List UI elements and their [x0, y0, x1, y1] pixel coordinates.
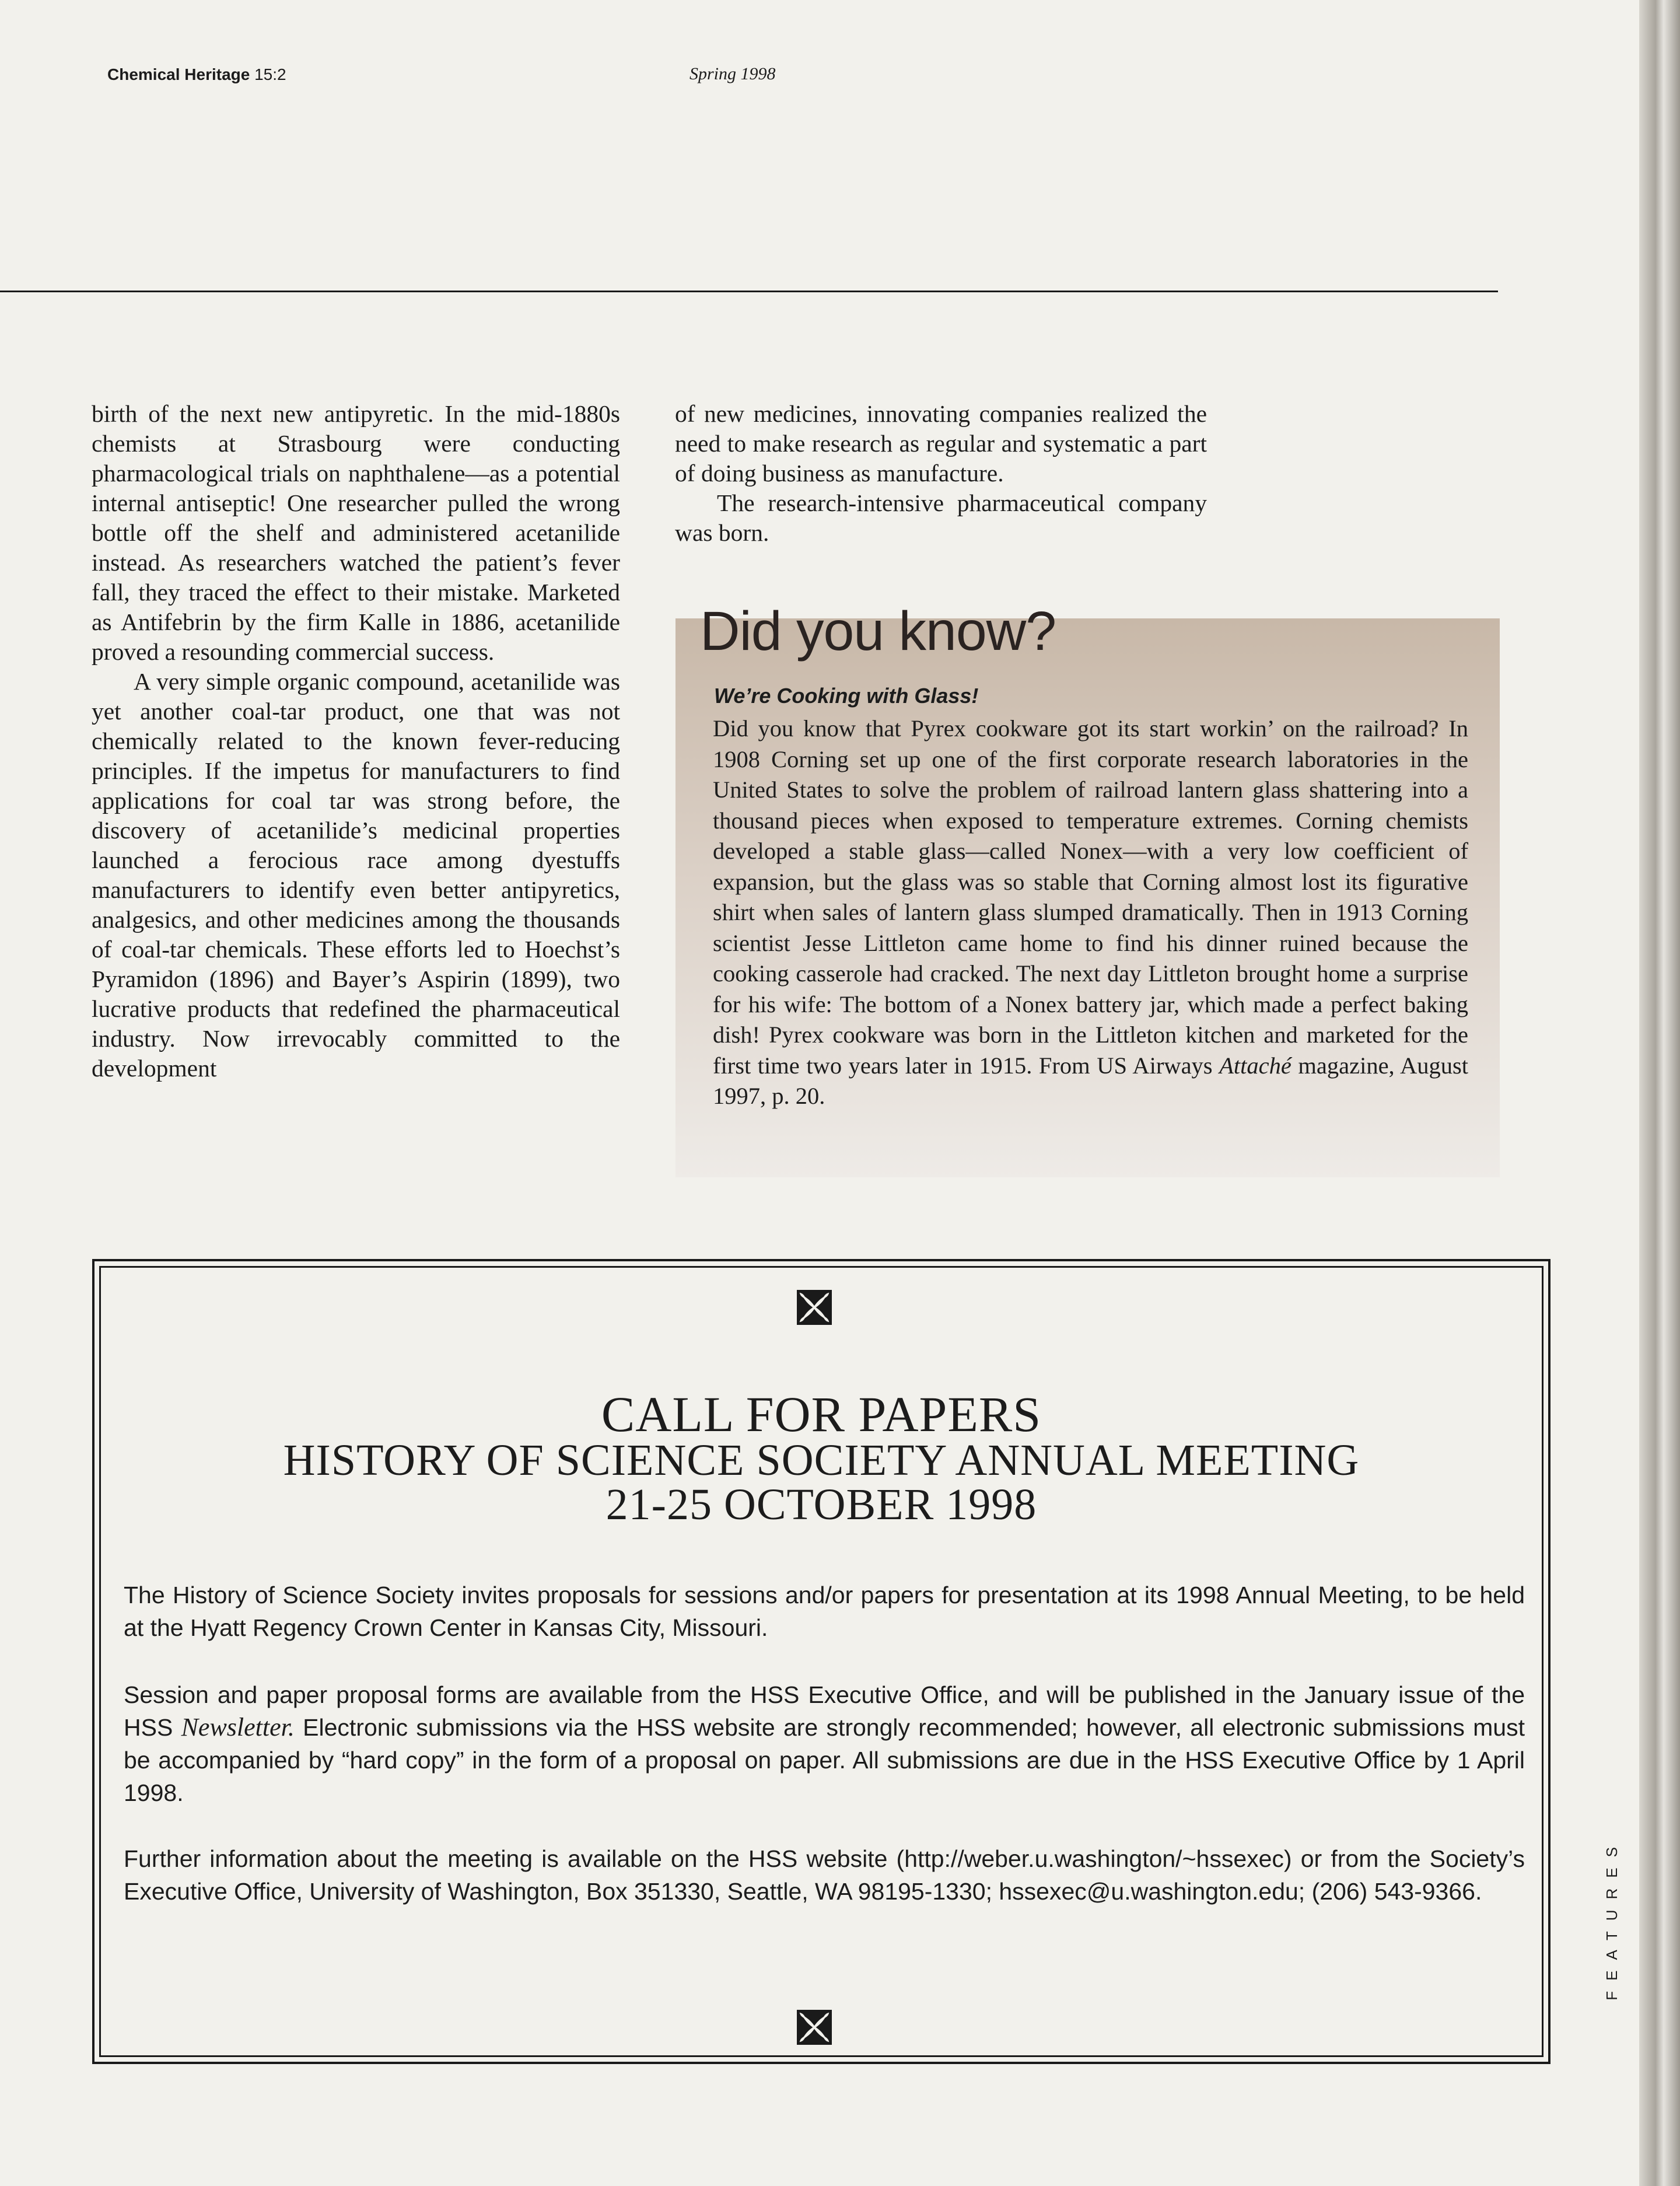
- cfp-p2-newsletter: Newsletter.: [181, 1713, 295, 1741]
- paragraph: The research-intensive pharmaceutical company was born.: [675, 489, 1207, 546]
- paragraph: A very simple organic compound, acetanilide was yet another coal-tar product, one that was not chemically related to the known fever-reducing principles. If the impetus for manufacturers to find applications for coal tar was strong before, the discovery of acetanilide’s medicinal properties launched a ferocious race among dyestuffs manufacturers to identify even better antipyretics, analgesics, and other medicines among the thousands of coal-tar chemicals. These efforts led to Hoechst’s Pyramidon (1896) and Bayer’s Aspirin (1899), two lucrative products that redefined the pharmaceutical industry. Now irrevocably committed to the development: [92, 668, 620, 1082]
- did-you-know-title: Did you know?: [700, 600, 1056, 662]
- dyk-source-title: Attaché: [1219, 1052, 1292, 1079]
- cfp-dates: 21-25 OCTOBER 1998: [606, 1480, 1037, 1529]
- page-edge: [1639, 0, 1680, 2186]
- running-header-journal: [107, 65, 286, 84]
- cfp-subheading: HISTORY OF SCIENCE SOCIETY ANNUAL MEETING: [283, 1436, 1360, 1485]
- cfp-p2-start: Session and paper proposal forms are available from the HSS Executive Office, and will be published in the January issue of the HSS: [124, 1681, 1525, 1741]
- cfp-paragraph-2: [124, 1678, 1525, 1809]
- cfp-p2-end: Electronic submissions via the HSS website are strongly recommended; however, all electronic submissions must be accompanied by “hard copy” in the form of a proposal on paper. All submissions are due in the HSS Executive Office by 1 April 1998.: [124, 1714, 1525, 1806]
- dyk-body-text: Did you know that Pyrex cookware got its start workin’ on the railroad? In 1908 Corning set up one of the first corporate research laboratories in the United States to solve the problem of railroad lantern glass shattering into a thousand pieces when exposed to temperature extremes. Corning chemists developed a stable glass—called Nonex—with a very low coefficient of expansion, but the glass was so stable that Corning almost lost its figurative shirt when sales of lantern glass slumped dramatically. Then in 1913 Corning scientist Jesse Littleton came home to find his dinner ruined because the cooking casserole had cracked. The next day Littleton brought home a surprise for his wife: The bottom of a Nonex battery jar, which made a perfect baking dish! Pyrex cookware was born in the Littleton kitchen and marketed for the first time two years later in 1915. From US Airways: [713, 715, 1468, 1079]
- right-column: [675, 399, 1207, 548]
- paragraph: of new medicines, innovating companies realized the need to make research as regular and systematic a part of doing business as manufacture.: [675, 400, 1207, 487]
- did-you-know-body: [713, 713, 1468, 1112]
- paragraph: birth of the next new antipyretic. In the mid-1880s chemists at Strasbourg were conducting pharmacological trials on naphthalene—as a potential internal antiseptic! One researcher pulled the wrong bottle off the shelf and administered acetanilide instead. As researchers watched the patient’s fever fall, they traced the effect to their mistake. Marketed as Antifebrin by the firm Kalle in 1886, acetanilide proved a resounding commercial success.: [92, 400, 620, 665]
- ornament-icon: [796, 2009, 832, 2045]
- running-header-date: Spring 1998: [690, 64, 776, 83]
- dyk-source-tail: magazine, August 1997, p. 20.: [713, 1052, 1469, 1109]
- ornament-icon: [796, 1289, 832, 1325]
- journal-name: Chemical Heritage: [107, 65, 250, 83]
- cfp-paragraph-3: Further information about the meeting is available on the HSS website (http://weber.u.washington/~hssexec) or from the Society’s Executive Office, University of Washington, Box 351330, Seattle, WA 98195-1330; hssexec@u.washington.edu; (206) 543-9366.: [124, 1845, 1525, 1905]
- left-column: [92, 399, 620, 1083]
- cfp-heading: CALL FOR PAPERS: [601, 1386, 1042, 1442]
- header-rule: [0, 291, 1498, 292]
- did-you-know-subtitle: We’re Cooking with Glass!: [714, 684, 979, 708]
- section-label-features: FEATURES: [1603, 1837, 1620, 2000]
- cfp-paragraph-1: The History of Science Society invites proposals for sessions and/or papers for presentation at its 1998 Annual Meeting, to be held at the Hyatt Regency Crown Center in Kansas City, Missouri.: [124, 1582, 1525, 1641]
- call-for-papers-frame: [92, 1259, 1550, 2064]
- journal-issue: 15:2: [254, 65, 286, 83]
